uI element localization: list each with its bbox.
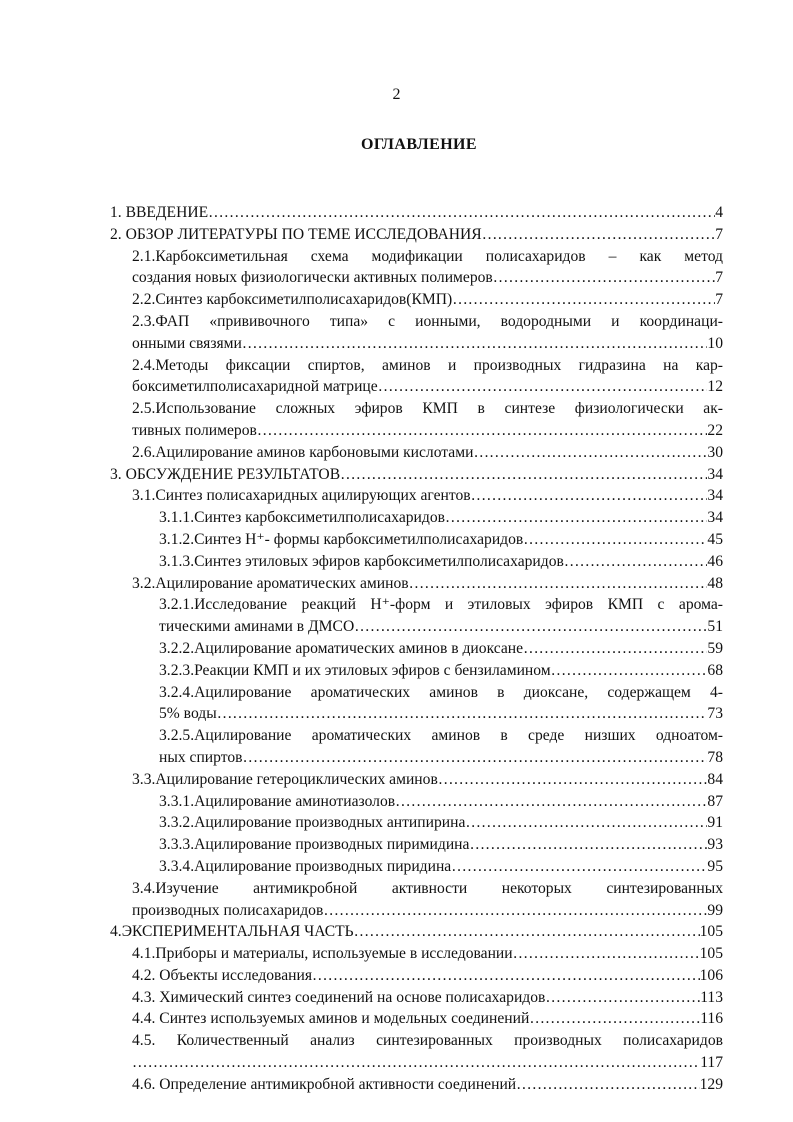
table-of-contents xyxy=(0,202,793,1096)
toc-entry[interactable] xyxy=(132,965,723,987)
toc-leader-dots xyxy=(354,616,707,638)
toc-entry[interactable] xyxy=(132,987,723,1009)
toc-entry-text: 4.1.Приборы и материалы, используемые в исследовании xyxy=(132,945,513,963)
toc-page-number: 129 xyxy=(699,1075,723,1093)
toc-leader-dots xyxy=(465,812,707,834)
toc-leader-dots xyxy=(378,376,708,398)
toc-page-number: 95 xyxy=(707,857,723,875)
toc-entry-text: ных спиртов xyxy=(159,748,243,766)
toc-leader-dots xyxy=(452,289,715,311)
toc-entry[interactable] xyxy=(132,311,723,355)
toc-leader-dots xyxy=(523,529,707,551)
toc-entry-text: 4.5. Количественный анализ синтезированных производных полисахаридов xyxy=(132,1032,723,1050)
toc-entry[interactable] xyxy=(132,1030,723,1074)
toc-leader-dots xyxy=(217,703,708,725)
toc-page-number: 106 xyxy=(699,966,723,984)
toc-page-number: 99 xyxy=(707,901,723,919)
toc-entry[interactable] xyxy=(132,246,723,290)
toc-entry-text: 3.2.Ацилирование ароматических аминов xyxy=(132,574,409,592)
toc-page-number: 48 xyxy=(707,574,723,592)
toc-entry-text: 3.2.4.Ацилирование ароматических аминов в диоксане, содержащем 4- xyxy=(159,683,723,701)
toc-leader-dots xyxy=(445,507,707,529)
toc-entry[interactable] xyxy=(159,725,723,769)
toc-entry-text: 3.3.1.Ацилирование аминотиазолов xyxy=(159,792,396,810)
toc-entry-text: 3.4.Изучение антимикробной активности некоторых синтезированных xyxy=(132,879,723,897)
toc-page-number: 45 xyxy=(707,530,723,548)
toc-page-number: 117 xyxy=(700,1054,723,1072)
toc-entry[interactable] xyxy=(159,529,723,551)
toc-entry[interactable] xyxy=(132,878,723,922)
toc-entry-text: 3.1.1.Синтез карбоксиметилполисахаридов xyxy=(159,509,445,527)
toc-page-number: 12 xyxy=(707,378,723,396)
toc-page-number: 34 xyxy=(707,465,723,483)
toc-entry-text: создания новых физиологически активных полимеров xyxy=(132,269,493,287)
toc-leader-dots xyxy=(482,224,716,246)
toc-entry[interactable] xyxy=(159,682,723,726)
toc-leader-dots xyxy=(395,791,707,813)
toc-entry[interactable] xyxy=(159,660,723,682)
toc-entry-text: 5% воды xyxy=(159,705,217,723)
toc-page-number: 78 xyxy=(707,748,723,766)
toc-entry[interactable] xyxy=(110,224,723,246)
toc-page-number: 34 xyxy=(707,487,723,505)
toc-page-number: 7 xyxy=(715,225,723,243)
toc-leader-dots xyxy=(323,900,707,922)
toc-entry-text: 3. ОБСУЖДЕНИЕ РЕЗУЛЬТАТОВ xyxy=(110,465,341,483)
toc-leader-dots xyxy=(473,442,707,464)
toc-entry[interactable] xyxy=(110,921,723,943)
toc-entry-text: 3.1.3.Синтез этиловых эфиров карбоксиметилполисахаридов xyxy=(159,552,564,570)
toc-leader-dots xyxy=(516,1074,699,1096)
toc-page-number: 10 xyxy=(707,334,723,352)
toc-entry-text: 3.1.2.Синтез H⁺- формы карбоксиметилполисахаридов xyxy=(159,530,524,548)
toc-leader-dots xyxy=(243,747,708,769)
toc-entry-text: 3.3.Ацилирование гетероциклических аминов xyxy=(132,770,438,788)
toc-entry[interactable] xyxy=(159,507,723,529)
toc-leader-dots xyxy=(438,769,708,791)
toc-entry-text: 2.5.Использование сложных эфиров КМП в синтезе физиологически ак- xyxy=(132,400,723,418)
toc-leader-dots xyxy=(493,267,715,289)
toc-entry[interactable] xyxy=(132,398,723,442)
toc-entry-text: 1. ВВЕДЕНИЕ xyxy=(110,204,209,221)
toc-entry-text: 3.1.Синтез полисахаридных ацилирующих агентов xyxy=(132,487,471,505)
toc-entry-text: 4.ЭКСПЕРИМЕНТАЛЬНАЯ ЧАСТЬ xyxy=(110,923,354,941)
toc-entry[interactable] xyxy=(132,573,723,595)
toc-entry[interactable] xyxy=(132,769,723,791)
toc-entry-text: 4.3. Химический синтез соединений на основе полисахаридов xyxy=(132,988,546,1006)
page-title: ОГЛАВЛЕНИЕ xyxy=(361,136,477,153)
toc-entry-text: 4.6. Определение антимикробной активности соединений xyxy=(132,1075,517,1093)
toc-leader-dots xyxy=(312,965,700,987)
toc-entry-text: 2.1.Карбоксиметильная схема модификации полисахаридов – как метод xyxy=(132,247,723,265)
toc-entry[interactable] xyxy=(159,791,723,813)
toc-leader-dots xyxy=(523,638,707,660)
toc-page-number: 30 xyxy=(707,443,723,461)
toc-entry[interactable] xyxy=(132,943,723,965)
toc-page-number: 91 xyxy=(707,814,723,832)
toc-leader-dots xyxy=(545,987,700,1009)
toc-page-number: 93 xyxy=(707,836,723,854)
toc-entry[interactable] xyxy=(159,551,723,573)
toc-entry[interactable] xyxy=(159,812,723,834)
toc-leader-dots xyxy=(208,202,715,224)
toc-entry[interactable] xyxy=(110,464,723,486)
toc-leader-dots xyxy=(529,1008,700,1030)
toc-page-number: 68 xyxy=(707,661,723,679)
toc-page-number: 105 xyxy=(699,923,723,941)
toc-leader-dots xyxy=(564,551,708,573)
toc-leader-dots xyxy=(132,1052,700,1074)
toc-page-number: 105 xyxy=(699,945,723,963)
toc-page-number: 84 xyxy=(707,770,723,788)
toc-entry-text: 2.4.Методы фиксации спиртов, аминов и производных гидразина на кар- xyxy=(132,356,723,374)
toc-page-number: 22 xyxy=(707,421,723,439)
toc-page-number: 59 xyxy=(707,639,723,657)
toc-entry[interactable] xyxy=(132,485,723,507)
toc-entry-text: 3.2.1.Исследование реакций H⁺-форм и этиловых эфиров КМП с арома- xyxy=(159,596,723,614)
toc-leader-dots xyxy=(354,921,700,943)
toc-entry[interactable] xyxy=(132,1074,723,1096)
toc-entry-text: тическими аминами в ДМСО xyxy=(159,618,355,636)
toc-entry[interactable] xyxy=(159,638,723,660)
toc-entry-text: 3.2.5.Ацилирование ароматических аминов в среде низших одноатом- xyxy=(159,727,723,745)
toc-entry-text: 4.2. Объекты исследования xyxy=(132,966,312,984)
toc-entry[interactable] xyxy=(159,856,723,878)
toc-page-number: 113 xyxy=(700,988,723,1006)
toc-leader-dots xyxy=(551,660,708,682)
toc-entry-text: 2.2.Синтез карбоксиметилполисахаридов(КМП) xyxy=(132,291,453,309)
toc-entry[interactable] xyxy=(159,834,723,856)
toc-entry-text: производных полисахаридов xyxy=(132,901,324,919)
toc-page-number: 116 xyxy=(700,1010,723,1028)
toc-leader-dots xyxy=(469,834,707,856)
toc-entry-text: 3.3.4.Ацилирование производных пиридина xyxy=(159,857,452,875)
toc-entry-text: 2.6.Ацилирование аминов карбоновыми кислотами xyxy=(132,443,474,461)
toc-entry[interactable] xyxy=(132,1008,723,1030)
toc-entry[interactable] xyxy=(132,355,723,399)
toc-page-number: 46 xyxy=(707,552,723,570)
toc-entry-text: 2.3.ФАП «прививочного типа» с ионными, водородными и координаци- xyxy=(132,312,723,330)
toc-leader-dots xyxy=(451,856,707,878)
toc-entry-text: 4.4. Синтез используемых аминов и модельных соединений xyxy=(132,1010,530,1028)
toc-leader-dots xyxy=(513,943,700,965)
toc-entry-text: 3.3.3.Ацилирование производных пиримидина xyxy=(159,836,470,854)
toc-entry-text: тивных полимеров xyxy=(132,421,257,439)
toc-page-number: 34 xyxy=(707,509,723,527)
toc-entry[interactable] xyxy=(110,202,723,224)
toc-page-number: 4 xyxy=(715,204,723,221)
toc-page-number: 7 xyxy=(715,291,723,309)
toc-entry-text: 3.2.2.Ацилирование ароматических аминов в диоксане xyxy=(159,639,524,657)
toc-entry[interactable] xyxy=(132,289,723,311)
toc-entry[interactable] xyxy=(132,442,723,464)
page-number: 2 xyxy=(392,86,401,103)
toc-entry-text: 2. ОБЗОР ЛИТЕРАТУРЫ ПО ТЕМЕ ИССЛЕДОВАНИЯ xyxy=(110,225,482,243)
toc-leader-dots xyxy=(340,464,707,486)
toc-leader-dots xyxy=(242,333,708,355)
toc-page-number: 73 xyxy=(707,705,723,723)
toc-entry-text: 3.2.3.Реакции КМП и их этиловых эфиров с бензиламином xyxy=(159,661,551,679)
toc-entry[interactable] xyxy=(159,594,723,638)
toc-page-number: 51 xyxy=(707,618,723,636)
toc-page-number: 87 xyxy=(707,792,723,810)
toc-entry-text: боксиметилполисахаридной матрице xyxy=(132,378,378,396)
toc-page-number: 7 xyxy=(715,269,723,287)
toc-leader-dots xyxy=(409,573,708,595)
toc-leader-dots xyxy=(471,485,708,507)
toc-entry-text: онными связями xyxy=(132,334,242,352)
toc-leader-dots xyxy=(257,420,708,442)
toc-entry-text: 3.3.2.Ацилирование производных антипирина xyxy=(159,814,466,832)
